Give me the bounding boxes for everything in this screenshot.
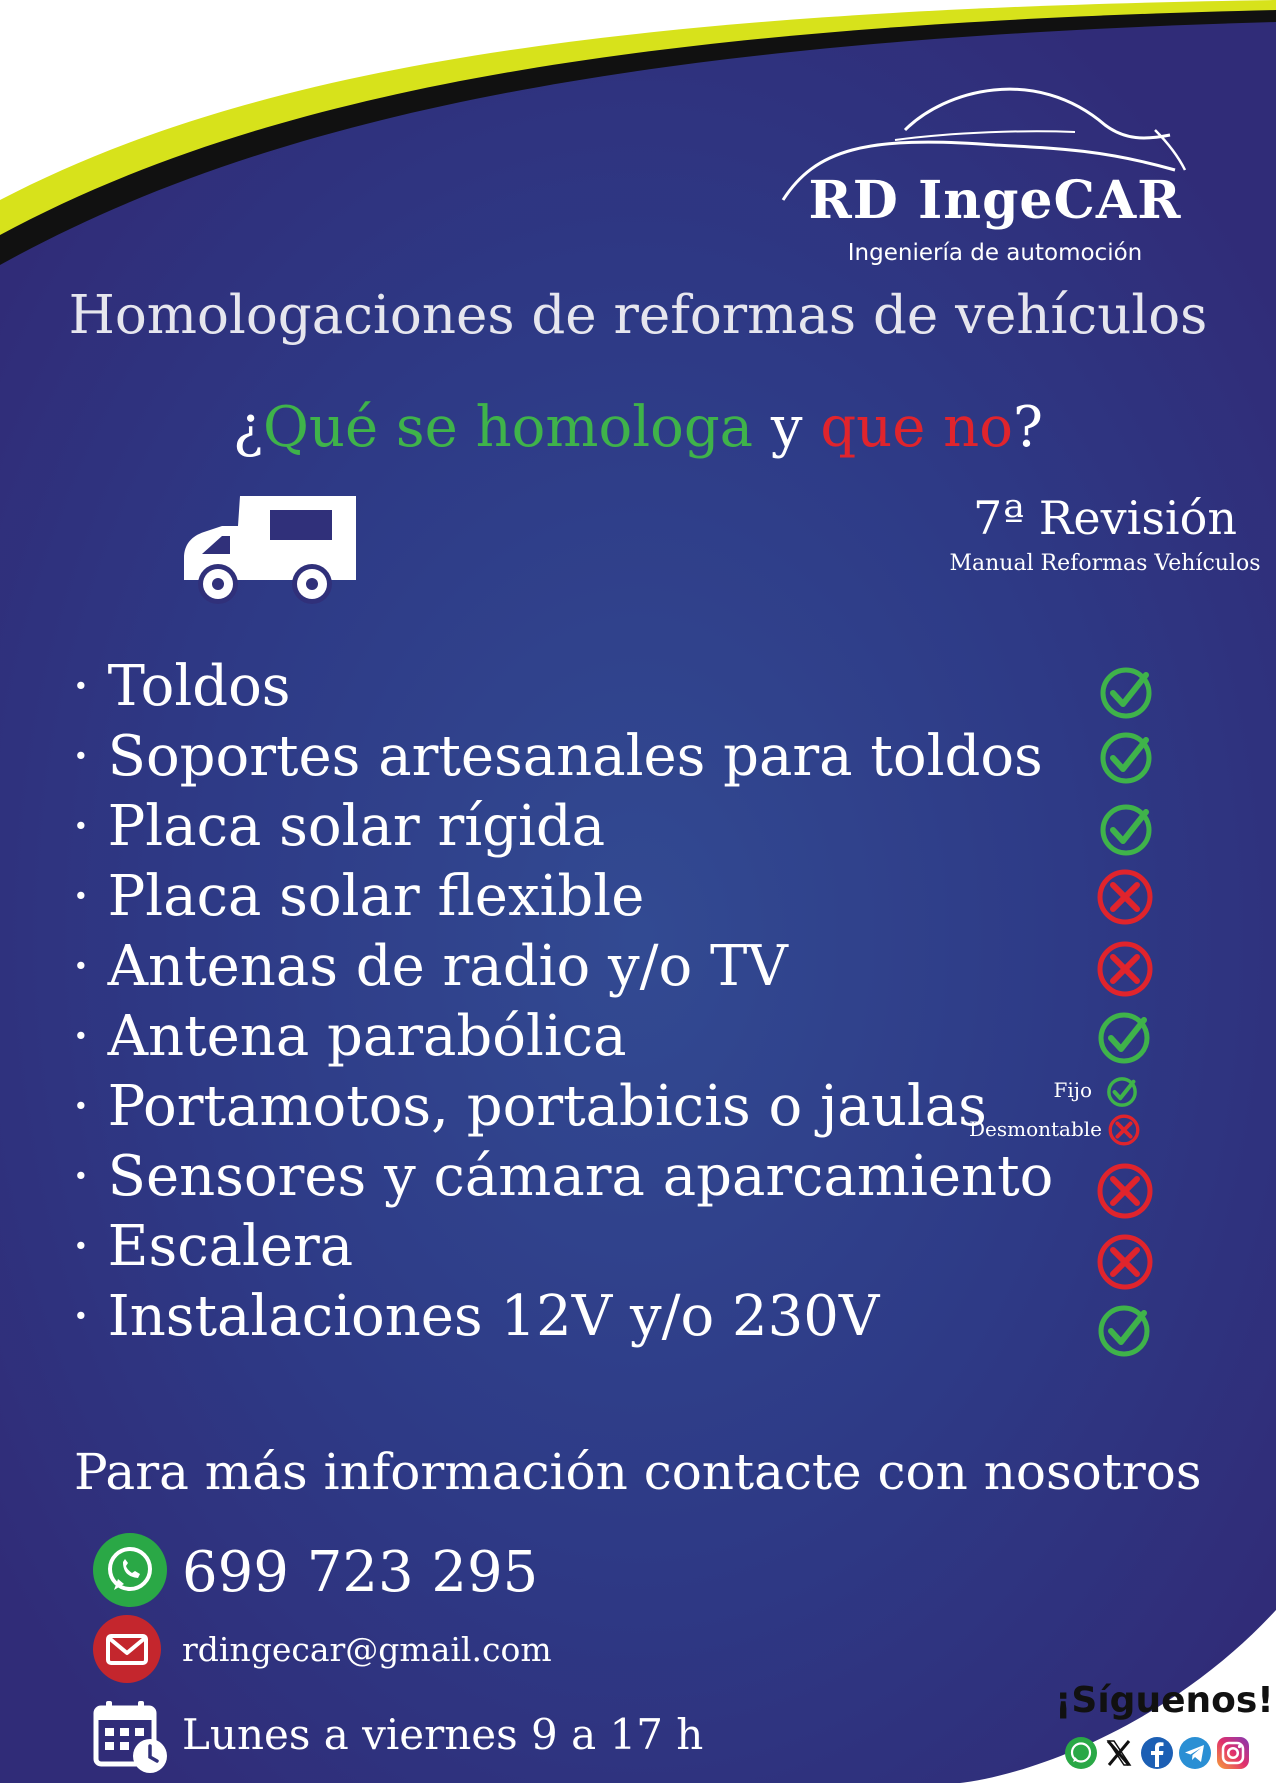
list-item: · Portamotos, portabicis o jaulas	[72, 1074, 987, 1139]
question-green-text: Qué se homologa	[263, 395, 754, 460]
list-item: · Instalaciones 12V y/o 230V	[72, 1284, 880, 1349]
list-item: · Toldos	[72, 654, 291, 719]
cross-icon	[1096, 1233, 1154, 1291]
follow-us-label: ¡Síguenos!	[1055, 1680, 1274, 1721]
whatsapp-icon[interactable]	[1064, 1736, 1098, 1770]
page-title: Homologaciones de reformas de vehículos	[68, 285, 1208, 346]
check-icon	[1096, 1303, 1152, 1359]
mail-icon[interactable]	[92, 1614, 162, 1684]
contact-heading: Para más información contacte con nosotros	[74, 1443, 1202, 1501]
revision-title: 7ª Revisión	[973, 491, 1237, 545]
list-item: · Soportes artesanales para toldos	[72, 724, 1043, 789]
phone-number[interactable]: 699 723 295	[182, 1540, 539, 1605]
camper-van-icon	[182, 492, 360, 608]
list-item: · Antena parabólica	[72, 1004, 627, 1069]
question-heading	[0, 395, 1276, 460]
check-icon	[1106, 1076, 1138, 1108]
email-address[interactable]: rdingecar@gmail.com	[182, 1630, 552, 1669]
revision-subtitle: Manual Reformas Vehículos	[949, 551, 1261, 576]
telegram-icon[interactable]	[1178, 1736, 1212, 1770]
question-close: ?	[1012, 395, 1043, 460]
cross-icon	[1096, 1162, 1154, 1220]
logo-title: RD IngeCAR	[808, 170, 1182, 231]
check-icon	[1098, 730, 1154, 786]
check-icon	[1096, 1010, 1152, 1066]
check-icon	[1098, 665, 1154, 721]
list-item: · Sensores y cámara aparcamiento	[72, 1144, 1054, 1209]
question-open: ¿	[232, 395, 264, 460]
question-red-text: que no	[820, 395, 1013, 460]
check-icon	[1098, 802, 1154, 858]
list-item: · Antenas de radio y/o TV	[72, 934, 788, 999]
fixed-label: Fijo	[1053, 1078, 1092, 1102]
list-item: · Placa solar rígida	[72, 794, 606, 859]
cross-icon	[1096, 940, 1154, 998]
list-item: · Placa solar flexible	[72, 864, 645, 929]
removable-label: Desmontable	[968, 1117, 1102, 1141]
whatsapp-icon[interactable]	[92, 1532, 168, 1608]
list-item: · Escalera	[72, 1214, 354, 1279]
facebook-icon[interactable]	[1140, 1736, 1174, 1770]
instagram-icon[interactable]	[1216, 1736, 1250, 1770]
x-icon[interactable]	[1102, 1736, 1136, 1770]
cross-icon	[1096, 868, 1154, 926]
question-middle: y	[753, 395, 821, 460]
cross-icon	[1108, 1114, 1140, 1146]
logo-subtitle: Ingeniería de automoción	[847, 240, 1143, 266]
business-hours: Lunes a viernes 9 a 17 h	[182, 1710, 704, 1759]
calendar-clock-icon	[92, 1698, 170, 1776]
